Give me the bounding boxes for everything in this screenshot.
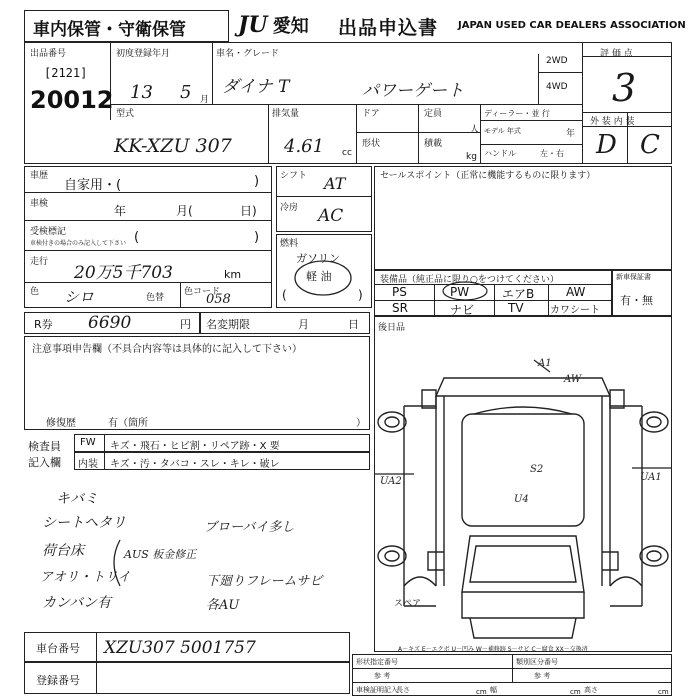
logo-mark: JU	[238, 12, 268, 38]
mark-ua2: UA2	[380, 476, 402, 487]
name-change-label: 名変期限	[206, 318, 250, 331]
recycle-label: R券	[34, 318, 53, 331]
chassis-label: 車台番号	[36, 642, 80, 655]
handle-options: 左・右	[540, 149, 564, 158]
fuel-open: (	[282, 288, 287, 302]
notes-label: 注意事項申告欄（不具合内容等は具体的に記入して下さい）	[32, 344, 302, 355]
displacement-label: 排気量	[272, 109, 300, 119]
cert-label: 車検証明記入	[356, 686, 398, 694]
equipment-label: 装備品（純正品に限り○をつけてください）	[380, 275, 559, 285]
history-close: )	[254, 174, 260, 189]
sales-point-box	[374, 166, 672, 270]
color-code: 058	[206, 292, 231, 307]
fuel-gasoline: ガソリン	[296, 252, 340, 265]
score-value: 3	[612, 66, 637, 110]
aircon-label: 冷房	[280, 203, 299, 213]
height-label: 高さ	[584, 686, 598, 694]
name-change-day: 日	[348, 318, 359, 331]
hw-note-blowby: ブローバイ多し	[204, 520, 295, 535]
legend-text: A－キズ E－エクボ U－凹み W－補修跡 S－サビ C－腐食 XX－交換済	[398, 646, 588, 653]
dealer-label: ディーラー・並 行	[484, 109, 550, 118]
registration-label: 初度登録年月	[116, 49, 171, 59]
class-ref: 参 考	[534, 672, 551, 680]
hw-note-frame: 下廻りフレームサビ	[206, 574, 323, 589]
hw-note-gate: アオリ・トリイ	[40, 570, 131, 585]
mark-ua1: UA1	[640, 472, 662, 483]
equip-ps: PS	[392, 285, 407, 299]
aircon-value: AC	[318, 206, 344, 226]
color-label: 色	[30, 287, 40, 297]
equip-airbag: エアB	[502, 287, 535, 301]
class-number-label: 類別区分番号	[516, 658, 558, 666]
color-replaced-label: 色替	[146, 293, 165, 303]
capacity-unit: 人	[470, 125, 480, 135]
name-change-month: 月	[298, 318, 309, 331]
recall-note: 車検付きの場合のみ記入して下さい	[30, 240, 127, 247]
displacement-value: 4.61	[284, 136, 325, 157]
shaken-label: 車検	[30, 199, 49, 209]
interior-grade: C	[640, 130, 660, 160]
repair-label: 修復歴	[46, 418, 76, 429]
inspector-row2-text: キズ・汚・タバコ・スレ・キレ・破レ	[110, 459, 280, 470]
lot-sub: [2121]	[44, 66, 88, 80]
equip-leather: カワシート	[550, 305, 600, 316]
shaken-month-unit: 月(	[176, 204, 193, 218]
sheet-title: 出品申込書	[338, 17, 439, 39]
color-value: シロ	[64, 288, 95, 306]
car-name-value: ダイナ T	[222, 77, 290, 97]
lot-label: 出品番号	[30, 49, 67, 59]
shape-label: 形状	[362, 139, 381, 149]
capacity-label: 定員	[424, 109, 443, 119]
inspector-label-1: 検査員	[28, 440, 61, 453]
registration-month-unit: 月	[200, 95, 210, 105]
sales-point-label: セールスポイント（正常に機能するものに限ります）	[380, 171, 596, 181]
fuel-close: )	[358, 288, 363, 302]
shift-value: AT	[324, 174, 346, 193]
shape-ref: 参 考	[374, 672, 391, 680]
load-label: 積載	[424, 139, 443, 149]
width-label: 幅	[490, 686, 497, 694]
association-name: JAPAN USED CAR DEALERS ASSOCIATION	[458, 20, 686, 31]
car-name-label: 車名・グレード	[216, 49, 280, 59]
mileage-unit: km	[224, 268, 242, 281]
spare-label: スペア	[394, 599, 422, 609]
mark-aw: AW	[564, 374, 582, 385]
year-unit: 年	[566, 129, 576, 139]
storage-box	[24, 10, 229, 42]
door-label: ドア	[362, 109, 380, 119]
wd2-label: 2WD	[546, 56, 568, 66]
score-label: 評 価 点	[600, 49, 633, 59]
registration-year: 13	[130, 82, 153, 103]
car-grade-value: パワーゲート	[362, 81, 464, 101]
length-label: 長さ	[396, 686, 410, 694]
rear-items-label: 後日品	[378, 323, 406, 333]
history-label: 車歴	[30, 171, 49, 181]
hw-note-sign: カンバン有	[42, 595, 112, 611]
model-year-label: モデル 年式	[484, 127, 521, 135]
handle-label: ハンドル	[484, 149, 516, 158]
height-cm: cm	[658, 688, 669, 696]
equip-sr: SR	[392, 301, 408, 315]
hw-note-bed: 荷台床	[42, 543, 84, 559]
hw-aus-note: AUS 板金修正	[124, 548, 197, 561]
inspector-interior: 内装	[78, 459, 98, 470]
model-label: 型式	[116, 109, 135, 119]
equip-tv: TV	[508, 301, 524, 315]
plate-label: 登録番号	[36, 674, 80, 687]
warranty-label: 新車保証書	[616, 273, 651, 281]
chassis-value: XZU307 5001757	[104, 638, 256, 658]
equip-pw: PW	[450, 285, 470, 299]
recall-close: )	[254, 230, 260, 245]
registration-month: 5	[180, 82, 192, 103]
vehicle-history-box	[24, 166, 272, 308]
ext-int-label: 外 装 内 装	[590, 117, 635, 127]
equip-navi: ナビ	[450, 303, 475, 317]
mark-a1: A1	[538, 358, 552, 369]
equip-aw: AW	[566, 285, 586, 299]
repair-value: 有（箇所	[108, 418, 148, 429]
hw-note-yellowing: キバミ	[56, 491, 98, 507]
load-unit: kg	[466, 152, 477, 162]
mark-s2: S2	[530, 464, 544, 475]
wd4-label: 4WD	[546, 82, 568, 92]
mileage-label: 走行	[30, 257, 49, 267]
width-cm: cm	[570, 688, 581, 696]
fuel-label: 燃料	[280, 239, 299, 249]
recycle-value: 6690	[88, 313, 132, 333]
recycle-unit: 円	[180, 318, 191, 331]
logo-text: 愛知	[272, 16, 309, 37]
color-code-label: 色コード	[184, 287, 221, 297]
model-value: KK-XZU 307	[114, 135, 232, 157]
length-cm: cm	[476, 688, 487, 696]
shift-label: シフト	[280, 171, 308, 181]
fuel-diesel: 軽 油	[306, 270, 332, 283]
shape-number-label: 形状指定番号	[356, 658, 398, 666]
mark-u4: U4	[514, 494, 529, 505]
ju-logo	[238, 12, 309, 38]
lot-number: 20012	[30, 86, 114, 114]
shaken-year-unit: 年	[114, 204, 127, 218]
repair-close: ）	[356, 418, 366, 429]
storage-title: 車内保管・守衛保管	[33, 20, 186, 40]
cc-unit: cc	[342, 148, 352, 158]
hw-note-au: 各AU	[206, 598, 240, 613]
hw-note-seat: シートヘタリ	[42, 515, 126, 531]
recall-label: 受検標記	[30, 227, 67, 237]
pw-circle	[440, 280, 490, 302]
inspector-label-2: 記入欄	[28, 456, 61, 469]
mileage-value: 20万5千703	[74, 263, 173, 283]
history-value: 自家用・(	[64, 178, 122, 193]
shaken-day-unit: 日)	[240, 204, 257, 218]
inspector-fw: FW	[80, 437, 96, 448]
warranty-options: 有・無	[620, 294, 653, 307]
recall-open: (	[134, 230, 140, 245]
inspector-row1-text: キズ・飛石・ヒビ割・リペア跡・X 要	[110, 441, 280, 452]
diesel-circle	[292, 258, 354, 298]
exterior-grade: D	[596, 130, 617, 160]
bracket-mark	[104, 538, 124, 588]
